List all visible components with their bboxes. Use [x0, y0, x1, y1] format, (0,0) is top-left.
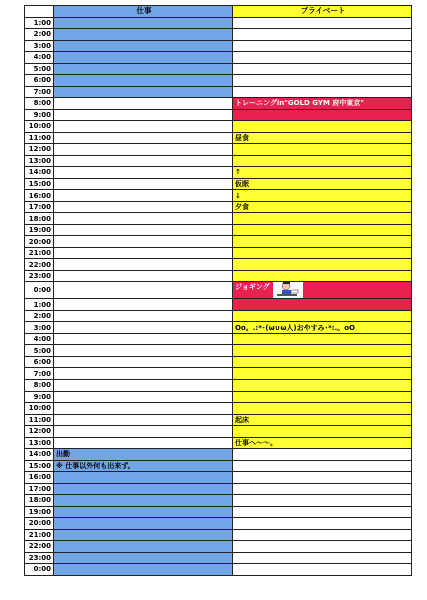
private-cell	[233, 449, 412, 461]
private-column-header: プライベート	[233, 6, 412, 18]
schedule-row	[25, 167, 412, 179]
time-cell: 3:00	[25, 40, 54, 52]
schedule-row	[25, 109, 412, 121]
private-cell	[233, 155, 412, 167]
time-cell: 21:00	[25, 529, 54, 541]
time-cell: 2:00	[25, 29, 54, 41]
private-cell	[233, 310, 412, 322]
schedule-row	[25, 310, 412, 322]
private-cell-label: ジョギング	[235, 283, 270, 292]
private-cell	[233, 121, 412, 133]
private-cell	[233, 213, 412, 225]
schedule-row	[25, 426, 412, 438]
work-cell: 出勤	[54, 449, 233, 461]
work-cell	[54, 144, 233, 156]
work-cell	[54, 414, 233, 426]
private-cell: 仕事へ～～。	[233, 437, 412, 449]
work-cell	[54, 224, 233, 236]
time-cell: 7:00	[25, 368, 54, 380]
schedule-row	[25, 40, 412, 52]
schedule-row	[25, 178, 412, 190]
time-cell: 17:00	[25, 201, 54, 213]
time-cell: 9:00	[25, 109, 54, 121]
work-cell	[54, 552, 233, 564]
private-cell	[233, 552, 412, 564]
schedule-row	[25, 190, 412, 202]
schedule-row	[25, 379, 412, 391]
time-cell: 5:00	[25, 63, 54, 75]
time-cell: 18:00	[25, 213, 54, 225]
private-cell	[233, 368, 412, 380]
schedule-table	[24, 5, 412, 576]
time-cell: 6:00	[25, 356, 54, 368]
time-cell: 5:00	[25, 345, 54, 357]
private-cell	[233, 506, 412, 518]
time-cell: 13:00	[25, 155, 54, 167]
work-cell	[54, 322, 233, 334]
time-cell: 15:00	[25, 178, 54, 190]
private-cell	[233, 472, 412, 484]
work-cell	[54, 379, 233, 391]
private-cell	[233, 224, 412, 236]
schedule-row	[25, 299, 412, 311]
private-cell: Oo。.:*･(ω∪ω人)おやすみ･*:.。oO	[233, 322, 412, 334]
work-cell: ※ 仕事以外何も出来ず。	[54, 460, 233, 472]
private-cell	[233, 495, 412, 507]
schedule-row	[25, 29, 412, 41]
private-cell	[233, 75, 412, 87]
time-cell: 19:00	[25, 224, 54, 236]
work-cell	[54, 270, 233, 282]
schedule-row	[25, 259, 412, 271]
work-cell	[54, 52, 233, 64]
private-cell: 昼食	[233, 132, 412, 144]
work-cell	[54, 529, 233, 541]
time-cell: 8:00	[25, 379, 54, 391]
time-cell: 23:00	[25, 270, 54, 282]
time-cell: 17:00	[25, 483, 54, 495]
private-cell	[233, 391, 412, 403]
work-cell	[54, 299, 233, 311]
time-cell: 22:00	[25, 541, 54, 553]
schedule-row	[25, 356, 412, 368]
private-cell	[233, 564, 412, 576]
work-cell	[54, 190, 233, 202]
work-cell	[54, 259, 233, 271]
work-cell	[54, 86, 233, 98]
work-cell	[54, 247, 233, 259]
time-cell: 7:00	[25, 86, 54, 98]
private-cell	[233, 109, 412, 121]
private-cell: ↑	[233, 167, 412, 179]
private-cell	[233, 259, 412, 271]
work-cell	[54, 236, 233, 248]
schedule-row	[25, 322, 412, 334]
work-cell	[54, 109, 233, 121]
header-row	[25, 6, 412, 18]
schedule-row	[25, 414, 412, 426]
time-cell: 16:00	[25, 190, 54, 202]
schedule-row	[25, 282, 412, 299]
schedule-row	[25, 483, 412, 495]
private-cell	[233, 236, 412, 248]
work-cell	[54, 437, 233, 449]
time-cell: 11:00	[25, 132, 54, 144]
private-cell	[233, 17, 412, 29]
time-cell: 12:00	[25, 144, 54, 156]
schedule-row	[25, 541, 412, 553]
private-cell	[233, 333, 412, 345]
schedule-row	[25, 449, 412, 461]
schedule-row	[25, 506, 412, 518]
work-cell	[54, 201, 233, 213]
time-cell: 21:00	[25, 247, 54, 259]
private-cell	[233, 29, 412, 41]
work-cell	[54, 356, 233, 368]
private-cell	[233, 345, 412, 357]
work-cell	[54, 40, 233, 52]
schedule-row	[25, 368, 412, 380]
work-cell	[54, 121, 233, 133]
schedule-row	[25, 247, 412, 259]
work-cell	[54, 541, 233, 553]
schedule-row	[25, 345, 412, 357]
time-cell: 15:00	[25, 460, 54, 472]
private-cell: ↓	[233, 190, 412, 202]
time-cell: 11:00	[25, 414, 54, 426]
work-cell	[54, 282, 233, 299]
time-cell: 2:00	[25, 310, 54, 322]
time-cell: 1:00	[25, 17, 54, 29]
private-cell	[233, 299, 412, 311]
time-cell: 10:00	[25, 121, 54, 133]
work-cell	[54, 132, 233, 144]
time-cell: 4:00	[25, 333, 54, 345]
schedule-row	[25, 121, 412, 133]
time-cell: 20:00	[25, 518, 54, 530]
time-cell: 20:00	[25, 236, 54, 248]
work-cell	[54, 333, 233, 345]
private-cell	[233, 541, 412, 553]
private-cell	[233, 282, 412, 299]
time-cell: 0:00	[25, 564, 54, 576]
work-cell	[54, 391, 233, 403]
work-cell	[54, 483, 233, 495]
time-cell: 0:00	[25, 282, 54, 299]
time-cell: 3:00	[25, 322, 54, 334]
work-cell	[54, 155, 233, 167]
time-cell: 16:00	[25, 472, 54, 484]
schedule-row	[25, 564, 412, 576]
time-cell: 13:00	[25, 437, 54, 449]
time-column-header	[25, 6, 54, 18]
work-cell	[54, 213, 233, 225]
private-cell	[233, 460, 412, 472]
work-cell	[54, 518, 233, 530]
private-cell	[233, 63, 412, 75]
schedule-row	[25, 155, 412, 167]
private-cell: 夕食	[233, 201, 412, 213]
schedule-row	[25, 391, 412, 403]
work-cell	[54, 75, 233, 87]
time-cell: 1:00	[25, 299, 54, 311]
time-cell: 8:00	[25, 98, 54, 110]
time-cell: 9:00	[25, 391, 54, 403]
schedule-row	[25, 86, 412, 98]
work-cell	[54, 368, 233, 380]
private-cell	[233, 426, 412, 438]
private-cell: 仮眠	[233, 178, 412, 190]
work-cell	[54, 403, 233, 415]
work-cell	[54, 310, 233, 322]
private-cell	[233, 144, 412, 156]
schedule-row	[25, 333, 412, 345]
schedule-row	[25, 552, 412, 564]
time-cell: 4:00	[25, 52, 54, 64]
work-cell	[54, 506, 233, 518]
work-cell	[54, 495, 233, 507]
work-cell	[54, 17, 233, 29]
work-cell	[54, 167, 233, 179]
time-cell: 14:00	[25, 449, 54, 461]
time-cell: 18:00	[25, 495, 54, 507]
work-cell	[54, 426, 233, 438]
schedule-row	[25, 236, 412, 248]
work-cell	[54, 63, 233, 75]
time-cell: 22:00	[25, 259, 54, 271]
time-cell: 6:00	[25, 75, 54, 87]
schedule-row	[25, 132, 412, 144]
time-cell: 14:00	[25, 167, 54, 179]
schedule-row	[25, 403, 412, 415]
schedule-row	[25, 63, 412, 75]
schedule-row	[25, 460, 412, 472]
schedule-row	[25, 472, 412, 484]
time-cell: 12:00	[25, 426, 54, 438]
schedule-sheet	[24, 5, 412, 576]
schedule-row	[25, 270, 412, 282]
work-cell	[54, 98, 233, 110]
schedule-row	[25, 98, 412, 110]
private-cell	[233, 86, 412, 98]
work-cell	[54, 178, 233, 190]
work-cell	[54, 29, 233, 41]
private-cell	[233, 379, 412, 391]
schedule-row	[25, 201, 412, 213]
private-cell	[233, 518, 412, 530]
schedule-row	[25, 518, 412, 530]
time-cell: 23:00	[25, 552, 54, 564]
jogging-runner-icon	[273, 282, 303, 299]
schedule-row	[25, 529, 412, 541]
schedule-row	[25, 213, 412, 225]
work-cell	[54, 472, 233, 484]
private-cell	[233, 40, 412, 52]
private-cell	[233, 483, 412, 495]
private-cell	[233, 52, 412, 64]
schedule-row	[25, 495, 412, 507]
schedule-row	[25, 75, 412, 87]
schedule-row	[25, 52, 412, 64]
private-cell: 起床	[233, 414, 412, 426]
private-cell	[233, 247, 412, 259]
private-cell	[233, 403, 412, 415]
work-column-header: 仕事	[54, 6, 233, 18]
schedule-body	[25, 17, 412, 575]
schedule-row	[25, 224, 412, 236]
private-cell	[233, 356, 412, 368]
private-cell	[233, 270, 412, 282]
private-cell: トレーニングin"GOLD GYM 府中東京"	[233, 98, 412, 110]
work-cell	[54, 345, 233, 357]
private-cell	[233, 529, 412, 541]
schedule-row	[25, 144, 412, 156]
time-cell: 19:00	[25, 506, 54, 518]
work-cell	[54, 564, 233, 576]
schedule-row	[25, 17, 412, 29]
time-cell: 10:00	[25, 403, 54, 415]
schedule-row	[25, 437, 412, 449]
